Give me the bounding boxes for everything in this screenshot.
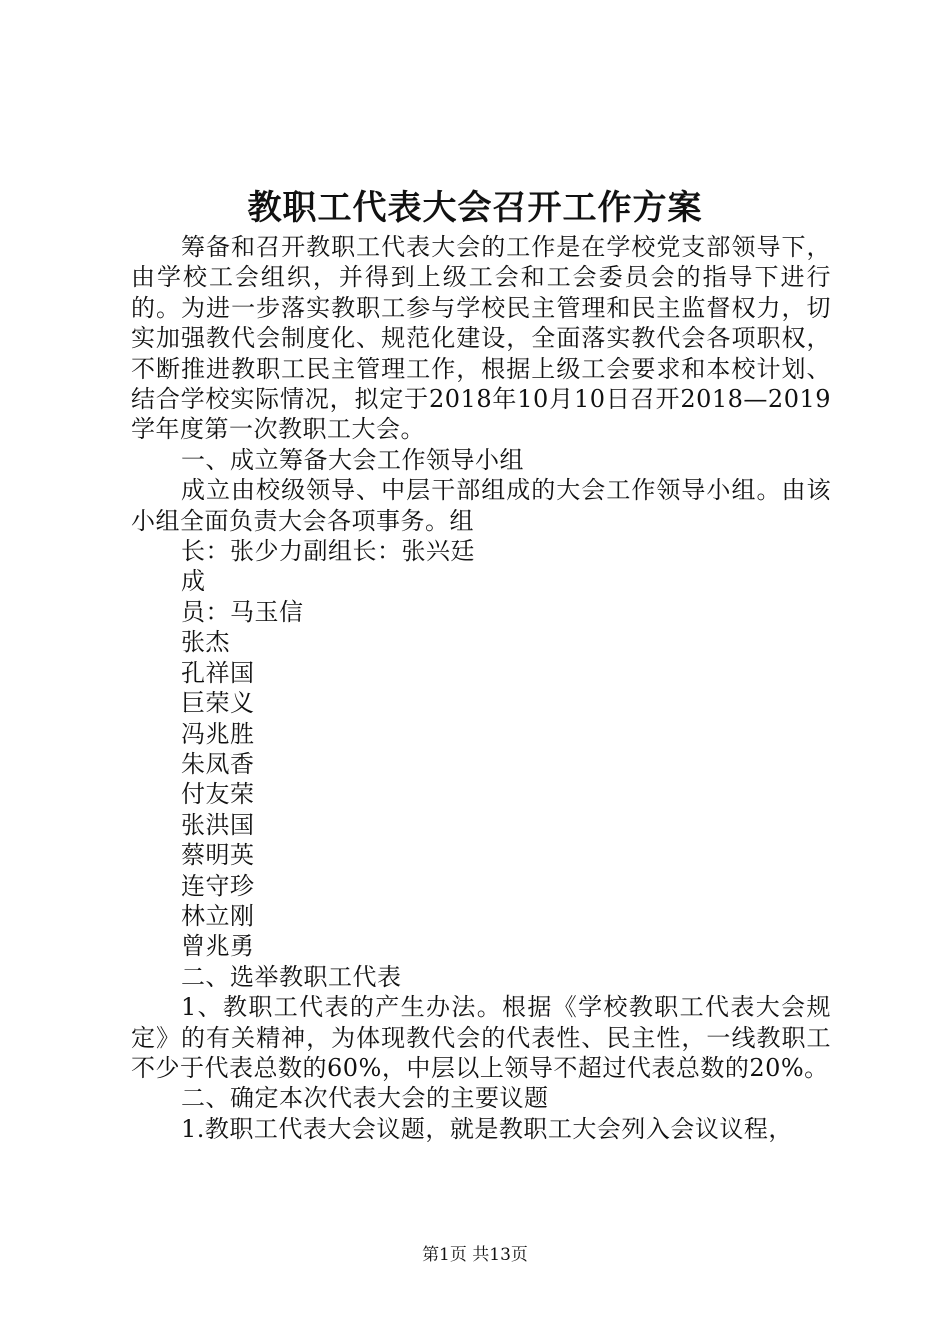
member-name: 巨荣义 [181, 689, 255, 718]
document-title: 教职工代表大会召开工作方案 [247, 188, 703, 228]
member-name: 张杰 [181, 628, 230, 657]
document-body [131, 232, 831, 1144]
members-label-line-2: 员：马玉信 [181, 597, 304, 626]
section-3-item-1: 1.教职工代表大会议题，就是教职工大会列入会议议程， [181, 1114, 793, 1143]
member-name: 连守珍 [181, 871, 255, 900]
section-1-paragraph: 成立由校级领导、中层干部组成的大会工作领导小组。由该小组全面负责大会各项事务。组 [131, 476, 831, 535]
page-footer: 第1页 共13页 [422, 1245, 528, 1265]
member-name: 孔祥国 [181, 658, 255, 687]
member-name: 朱凤香 [181, 749, 255, 778]
member-name: 蔡明英 [181, 841, 255, 870]
section-2-heading: 二、选举教职工代表 [181, 962, 402, 991]
member-name: 付友荣 [181, 780, 255, 809]
leader-line: 长：张少力副组长：张兴廷 [181, 537, 475, 566]
intro-paragraph: 筹备和召开教职工代表大会的工作是在学校党支部领导下，由学校工会组织，并得到上级工会和工会委员会的指导下进行的。为进一步落实教职工参与学校民主管理和民主监督权力，切实加强教代会制度化、规范化建设，全面落实教代会各项职权，不断推进教职工民主管理工作，根据上级工会要求和本校计划、结合学校实际情况，拟定于2018年10月10日召开2018—2019学年度第一次教职工大会。 [131, 233, 831, 444]
member-name: 曾兆勇 [181, 932, 255, 961]
section-3-heading: 二、确定本次代表大会的主要议题 [181, 1084, 549, 1113]
member-name: 冯兆胜 [181, 719, 255, 748]
section-1-heading: 一、成立筹备大会工作领导小组 [181, 445, 524, 474]
members-label-line-1: 成 [181, 567, 206, 596]
member-name: 林立刚 [181, 901, 255, 930]
member-name: 张洪国 [181, 810, 255, 839]
section-2-item-1: 1、教职工代表的产生办法。根据《学校教职工代表大会规定》的有关精神，为体现教代会的代表性、民主性，一线教职工不少于代表总数的60%，中层以上领导不超过代表总数的20%。 [131, 993, 831, 1082]
